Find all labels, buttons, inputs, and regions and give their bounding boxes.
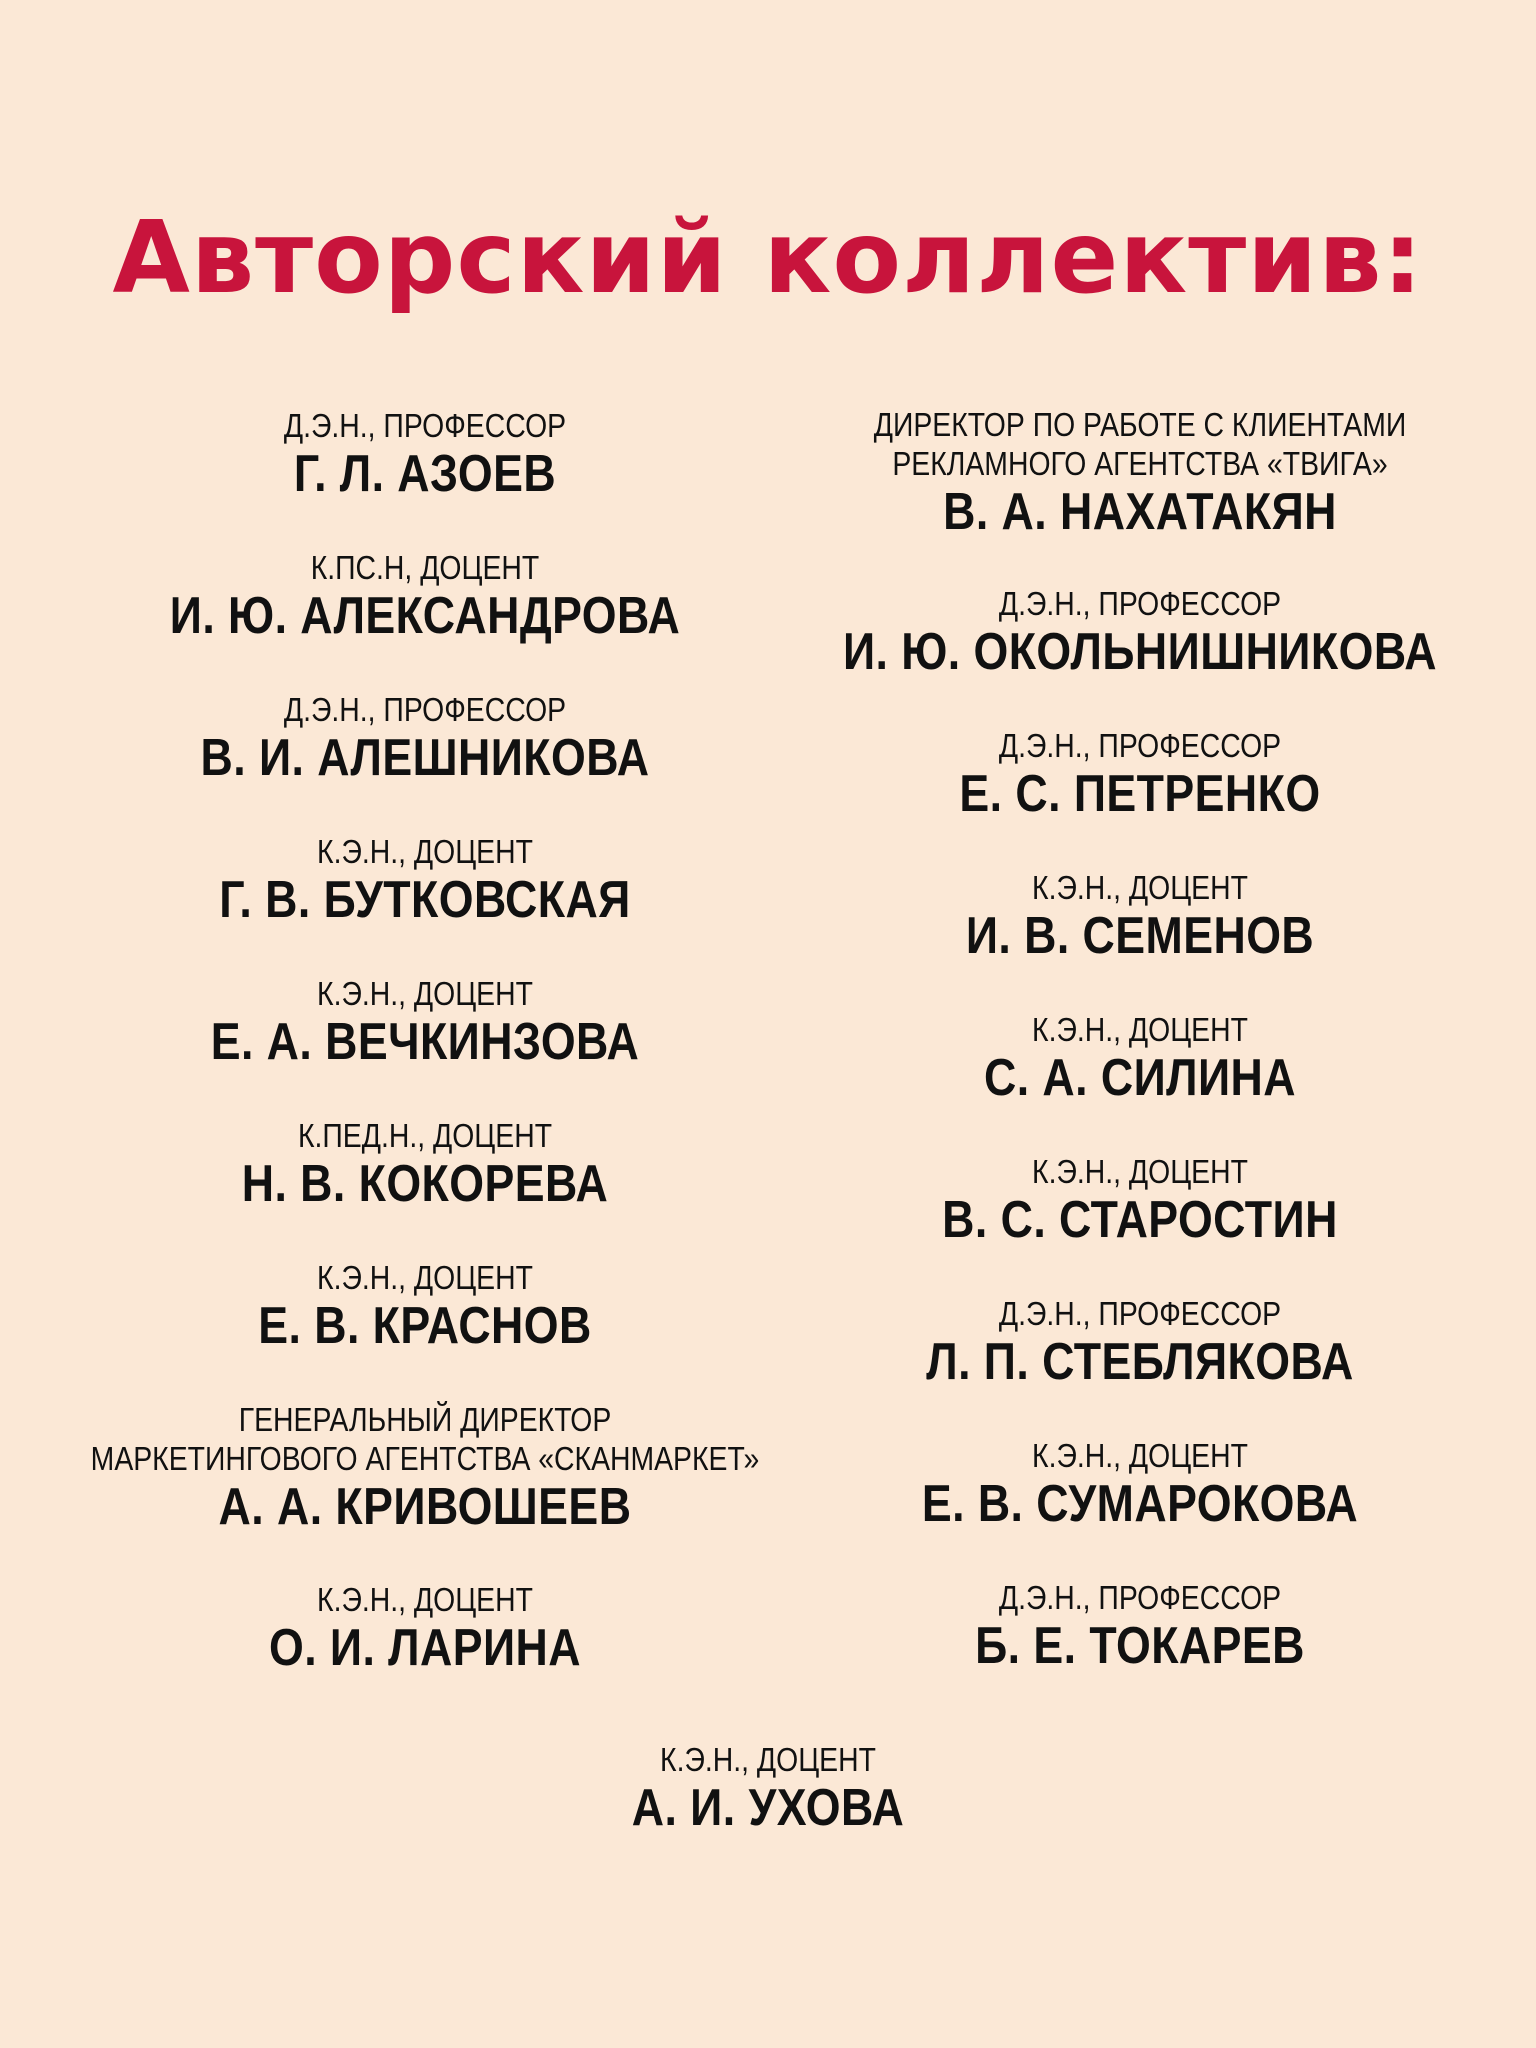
author-entry xyxy=(760,868,1520,965)
page-title: Авторский коллектив: xyxy=(112,199,1424,316)
author-role: РЕКЛАМНОГО АГЕНТСТВА «ТВИГА» xyxy=(892,445,1388,482)
author-name: Л. П. СТЕБЛЯКОВА xyxy=(926,1333,1354,1391)
author-role: Д.Э.Н., ПРОФЕССОР xyxy=(998,727,1282,764)
author-entry xyxy=(760,1010,1520,1107)
author-name: В. И. АЛЕШНИКОВА xyxy=(200,729,650,787)
author-entry xyxy=(30,690,820,787)
author-entry xyxy=(760,1152,1520,1249)
author-entry xyxy=(760,1294,1520,1391)
author-role: К.Э.Н., ДОЦЕНТ xyxy=(1032,1011,1248,1048)
author-name: Е. С. ПЕТРЕНКО xyxy=(959,765,1321,823)
author-name: И. Ю. ОКОЛЬНИШНИКОВА xyxy=(842,623,1438,681)
author-entry xyxy=(760,1436,1520,1533)
author-entry xyxy=(760,726,1520,823)
author-role: МАРКЕТИНГОВОГО АГЕНТСТВА «СКАНМАРКЕТ» xyxy=(90,1440,760,1477)
author-name: Г. Л. АЗОЕВ xyxy=(293,445,557,503)
author-role: К.ПЕД.Н., ДОЦЕНТ xyxy=(297,1117,553,1154)
author-role: Д.Э.Н., ПРОФЕССОР xyxy=(998,1579,1282,1616)
author-name: И. В. СЕМЕНОВ xyxy=(965,907,1315,965)
author-entry xyxy=(30,1116,820,1213)
author-name: В. С. СТАРОСТИН xyxy=(942,1191,1338,1249)
author-role: К.ПС.Н, ДОЦЕНТ xyxy=(310,549,540,586)
author-entry xyxy=(30,548,820,645)
author-entry xyxy=(30,406,820,503)
author-name: А. А. КРИВОШЕЕВ xyxy=(218,1478,632,1536)
author-role: К.Э.Н., ДОЦЕНТ xyxy=(1032,1153,1248,1190)
author-name: Н. В. КОКОРЕВА xyxy=(241,1155,609,1213)
author-role: К.Э.Н., ДОЦЕНТ xyxy=(1032,1437,1248,1474)
author-entry xyxy=(30,1258,820,1355)
author-entry xyxy=(30,974,820,1071)
author-name: Е. А. ВЕЧКИНЗОВА xyxy=(210,1013,640,1071)
author-role: ДИРЕКТОР ПО РАБОТЕ С КЛИЕНТАМИ xyxy=(873,406,1407,443)
author-role: ГЕНЕРАЛЬНЫЙ ДИРЕКТОР xyxy=(238,1401,612,1438)
author-role: К.Э.Н., ДОЦЕНТ xyxy=(317,833,533,870)
author-entry xyxy=(760,1578,1520,1675)
author-role: Д.Э.Н., ПРОФЕССОР xyxy=(283,407,567,444)
author-name: Е. В. СУМАРОКОВА xyxy=(921,1475,1359,1533)
author-name: Г. В. БУТКОВСКАЯ xyxy=(219,871,631,929)
author-role: К.Э.Н., ДОЦЕНТ xyxy=(317,1581,533,1618)
author-name: Е. В. КРАСНОВ xyxy=(258,1297,592,1355)
author-entry xyxy=(368,1740,1168,1837)
author-name: Б. Е. ТОКАРЕВ xyxy=(975,1617,1305,1675)
author-role: К.Э.Н., ДОЦЕНТ xyxy=(317,1259,533,1296)
author-entry xyxy=(30,1400,820,1536)
author-role: К.Э.Н., ДОЦЕНТ xyxy=(1032,869,1248,906)
author-entry xyxy=(30,1580,820,1677)
author-role: К.Э.Н., ДОЦЕНТ xyxy=(317,975,533,1012)
author-name: О. И. ЛАРИНА xyxy=(268,1619,582,1677)
author-name: И. Ю. АЛЕКСАНДРОВА xyxy=(169,587,681,645)
author-entry xyxy=(760,584,1520,681)
author-entry xyxy=(30,832,820,929)
author-role: Д.Э.Н., ПРОФЕССОР xyxy=(998,1295,1282,1332)
author-name: А. И. УХОВА xyxy=(631,1779,905,1837)
author-role: К.Э.Н., ДОЦЕНТ xyxy=(660,1741,876,1778)
author-role: Д.Э.Н., ПРОФЕССОР xyxy=(998,585,1282,622)
author-name: С. А. СИЛИНА xyxy=(983,1049,1296,1107)
author-name: В. А. НАХАТАКЯН xyxy=(943,483,1337,541)
author-entry xyxy=(760,405,1520,541)
author-role: Д.Э.Н., ПРОФЕССОР xyxy=(283,691,567,728)
